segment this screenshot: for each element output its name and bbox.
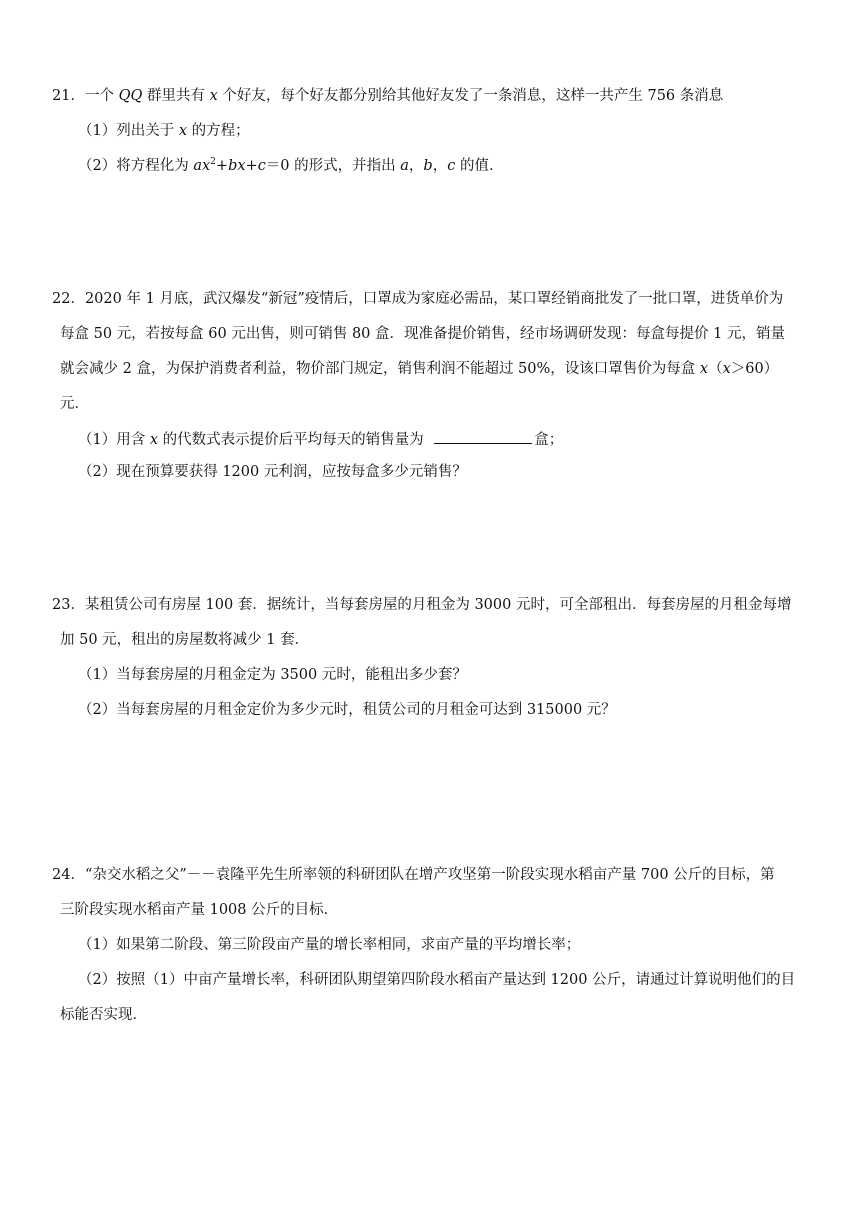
question-number: 22．	[52, 291, 85, 307]
math-variable: b	[423, 158, 433, 174]
text-run: 每盒 50 元，若按每盒 60 元出售，则可销售 80 盒．现准备提价销售，经市场调研发现：每盒每提价 1 元，销量	[60, 326, 785, 342]
q23-stem-line-1	[52, 595, 791, 615]
text-run: 某租赁公司有房屋 100 套．据统计，当每套房屋的月租金为 3000 元时，可全部租出．每套房屋的月租金每增	[84, 597, 792, 613]
answer-blank[interactable]	[434, 429, 532, 444]
math-variable: x	[722, 361, 731, 377]
question-number: 21．	[52, 88, 85, 104]
question-number: 24．	[52, 867, 85, 883]
math-variable: bx	[228, 158, 246, 174]
math-variable: x	[178, 123, 188, 139]
text-run: 三阶段实现水稻亩产量 1008 公斤的目标．	[60, 902, 339, 918]
text-run: ，	[432, 158, 448, 174]
text-run: （1）当每套房屋的月租金定为 3500 元时，能租出多少套？	[78, 667, 467, 683]
q24-stem-line-2	[60, 900, 338, 920]
text-run: 加 50 元，租出的房屋数将减少 1 套．	[60, 632, 310, 648]
q22-part-1	[78, 429, 563, 450]
q21-part-1	[78, 121, 250, 141]
text-run: 2020 年 1 月底，武汉爆发“新冠”疫情后，口罩成为家庭必需品，某口罩经销商批发了一批口罩，进货单价为	[84, 291, 784, 307]
math-variable: c	[447, 158, 456, 174]
text-run: “杂交水稻之父”－－袁隆平先生所率领的科研团队在增产攻坚第一阶段实现水稻亩产量 700 公斤的目标，第	[84, 867, 775, 883]
math-variable: x	[699, 361, 709, 377]
q21-stem	[52, 86, 723, 106]
q22-stem-line-3	[60, 359, 778, 379]
q22-part-2	[78, 462, 467, 482]
text-run: （1）如果第二阶段、第三阶段亩产量的增长率相同，求亩产量的平均增长率；	[78, 937, 581, 953]
text-run: （2）当每套房屋的月租金定价为多少元时，租赁公司的月租金可达到 315000 元？	[78, 702, 616, 718]
q23-part-1	[78, 665, 467, 685]
q24-stem-line-1	[52, 865, 775, 885]
text-run: ＝0 的形式，并指出	[265, 158, 401, 174]
math-variable: ax	[193, 158, 211, 174]
text-run: （2）现在预算要获得 1200 元利润，应按每盒多少元销售？	[78, 464, 467, 480]
text-run: 的值．	[455, 158, 504, 174]
text-run: （2）按照（1）中亩产量增长率，科研团队期望第四阶段水稻亩产量达到 1200 公斤，请通过计算说明他们的目	[78, 972, 796, 988]
q22-stem-line-4	[60, 394, 89, 414]
superscript: 2	[210, 157, 216, 168]
q24-part-2	[78, 970, 795, 990]
text-run: 元．	[60, 396, 89, 412]
text-run: 群里共有	[142, 88, 210, 104]
text-run: 就会减少 2 盒，为保护消费者利益，物价部门规定，销售利润不能超过 50%，设该口罩售价为每盒	[60, 361, 700, 377]
q22-stem-line-2	[60, 324, 785, 344]
q21-part-2	[78, 156, 503, 176]
q24-part-2-cont	[60, 1005, 147, 1025]
q22-stem-line-1	[52, 289, 783, 309]
text-run: ，	[408, 158, 424, 174]
text-run: 的代数式表示提价后平均每天的销售量为	[158, 432, 429, 448]
math-variable: QQ	[118, 88, 143, 104]
math-variable: x	[209, 88, 218, 104]
q24-part-1	[78, 935, 580, 955]
text-run: 个好友，每个好友都分别给其他好友发了一条消息，这样一共产生 756 条消息	[217, 88, 724, 104]
text-run: （	[708, 361, 723, 377]
math-variable: c	[257, 158, 266, 174]
text-run: 一个	[84, 88, 119, 104]
text-run: ＞60）	[730, 361, 779, 377]
text-run: +	[245, 158, 258, 174]
text-run: （1）列出关于	[78, 123, 179, 139]
text-run: 标能否实现．	[60, 1007, 147, 1023]
text-run: 盒；	[534, 432, 564, 448]
q23-stem-line-2	[60, 630, 309, 650]
math-variable: x	[149, 432, 159, 448]
text-run: （1）用含	[78, 432, 150, 448]
text-run: （2）将方程化为	[78, 158, 194, 174]
question-number: 23．	[52, 597, 85, 613]
text-run: +	[215, 158, 229, 174]
text-run: 的方程；	[187, 123, 250, 139]
q23-part-2	[78, 700, 616, 720]
math-variable: a	[400, 158, 409, 174]
